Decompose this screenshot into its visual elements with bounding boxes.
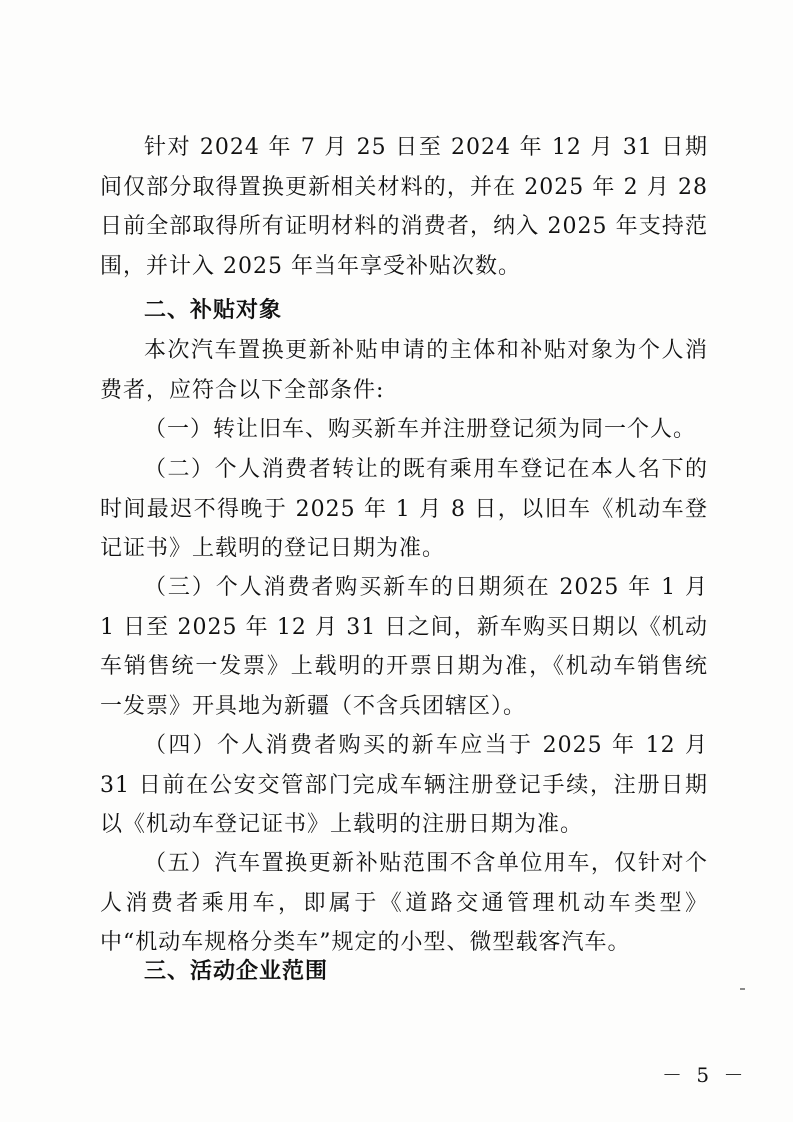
condition-4: （四）个人消费者购买的新车应当于 2025 年 12 月 31 日前在公安交管部门完成车辆注册登记手续，注册日期以《机动车登记证书》上载明的注册日期为准。	[100, 733, 708, 837]
section-heading-subsidy-target: 二、补贴对象	[144, 298, 283, 323]
paragraph-scope-2024: 针对 2024 年 7 月 25 日至 2024 年 12 月 31 日期间仅部分取得置换更新相关材料的，并在 2025 年 2 月 28 日前全部取得所有证明材料的消费者，纳入 2025 年支持范围，并计入 2025 年当年享受补贴次数。	[100, 135, 708, 279]
paragraph-subsidy-target-intro: 本次汽车置换更新补贴申请的主体和补贴对象为个人消费者，应符合以下全部条件:	[100, 338, 708, 403]
section-heading-enterprise-scope: 三、活动企业范围	[144, 959, 329, 984]
condition-1: （一）转让旧车、购买新车并注册登记须为同一个人。	[144, 417, 697, 442]
condition-5: （五）汽车置换更新补贴范围不含单位用车，仅针对个人消费者乘用车，即属于《道路交通管理机动车类型》中“机动车规格分类车”规定的小型、微型载客汽车。	[100, 851, 708, 955]
page-number: － 5 －	[662, 1063, 748, 1087]
condition-3: （三）个人消费者购买新车的日期须在 2025 年 1 月 1 日至 2025 年 12 月 31 日之间，新车购买日期以《机动车销售统一发票》上载明的开票日期为准，《机动车销售统一发票》开具地为新疆（不含兵团辖区）。	[100, 575, 708, 719]
scan-speck	[740, 988, 745, 990]
condition-2: （二）个人消费者转让的既有乘用车登记在本人名下的时间最迟不得晚于 2025 年 1 月 8 日，以旧车《机动车登记证书》上载明的登记日期为准。	[100, 457, 708, 561]
